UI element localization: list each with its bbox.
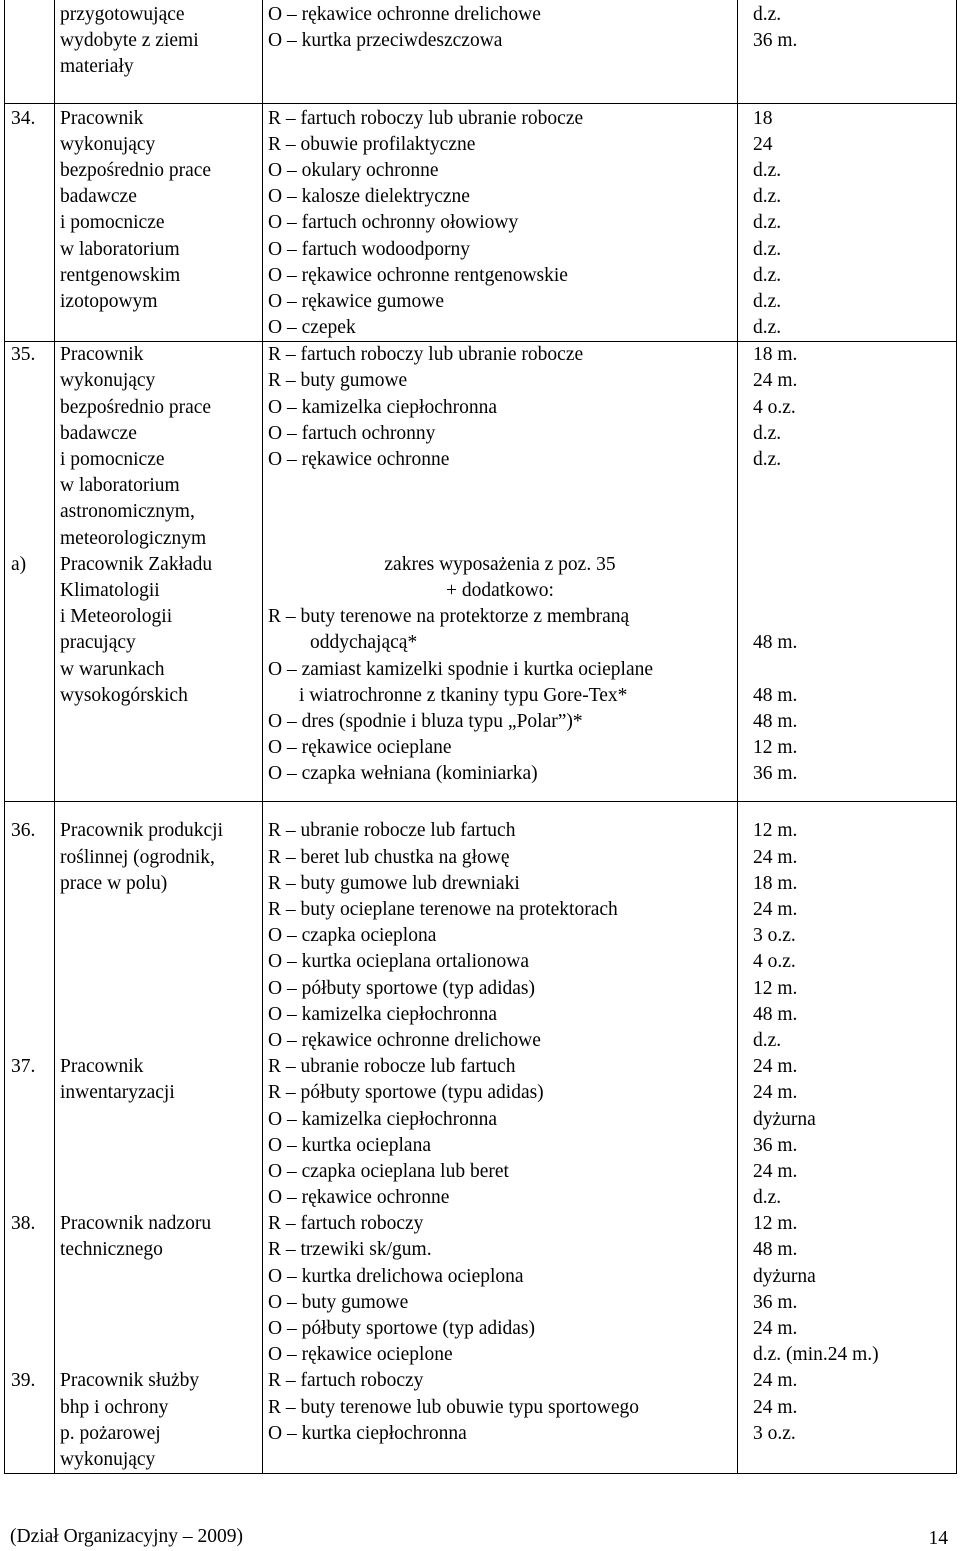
equipment-line: O – czapka wełniana (kominiarka) <box>268 763 538 785</box>
equipment-line: O – rękawice gumowe <box>268 290 444 312</box>
position-line: Pracownik służby <box>60 1370 200 1392</box>
position-line: astronomicznym, <box>60 501 195 523</box>
table-row-36-39 <box>5 802 957 1474</box>
period-line: 24 m. <box>753 1082 798 1104</box>
period-line: 48 m. <box>753 684 798 706</box>
equipment-line: O – rękawice ochronne <box>268 1187 450 1209</box>
equipment-line: R – trzewiki sk/gum. <box>268 1239 432 1261</box>
period-line: d.z. <box>753 159 782 181</box>
period-line: 24 m. <box>753 846 798 868</box>
equipment-line: R – buty terenowe lub obuwie typu sportowego <box>268 1396 639 1418</box>
position-line: bezpośrednio prace <box>60 159 212 181</box>
position-line: przygotowujące <box>60 4 185 25</box>
equipment-line: + dodatkowo: <box>446 579 554 601</box>
equipment-cell <box>263 103 738 342</box>
equipment-line: O – dres (spodnie i bluza typu „Polar”)* <box>268 710 583 732</box>
equipment-line: R – ubranie robocze lub fartuch <box>268 820 516 842</box>
equipment-line: O – okulary ochronne <box>268 159 439 181</box>
equipment-line: O – czepek <box>268 317 356 339</box>
equipment-line: R – beret lub chustka na głowę <box>268 846 510 868</box>
footer-department: (Dział Organizacyjny – 2009) <box>10 1526 244 1547</box>
position-line: Pracownik <box>60 107 144 129</box>
period-line: 18 m. <box>753 872 798 894</box>
row-number: 37. <box>11 1056 36 1078</box>
equipment-line: R – półbuty sportowe (typu adidas) <box>268 1082 544 1104</box>
equipment-table <box>4 0 957 1474</box>
equipment-line: O – rękawice ochronne rentgenowskie <box>268 264 568 286</box>
equipment-line: O – kalosze dielektryczne <box>268 186 470 208</box>
period-line <box>738 552 956 578</box>
position-line: materiały <box>60 56 134 78</box>
period-line: 3 o.z. <box>753 1422 796 1444</box>
period-line: 12 m. <box>753 977 798 999</box>
row-number-cell <box>5 802 55 1474</box>
period-line: 36 m. <box>753 30 798 52</box>
period-line: 24 m. <box>753 1318 798 1339</box>
table-row-34 <box>5 103 957 342</box>
position-line: bhp i ochrony <box>60 1396 169 1418</box>
position-line: rentgenowskim <box>60 264 181 286</box>
period-line: d.z. <box>753 290 782 312</box>
equipment-cell <box>263 802 738 1474</box>
position-line: izotopowym <box>60 290 158 312</box>
position-line: inwentaryzacji <box>60 1082 175 1104</box>
period-line: 36 m. <box>753 1291 798 1313</box>
position-cell <box>55 802 263 1474</box>
period-cell <box>738 342 957 802</box>
equipment-line: O – rękawice ochronne <box>268 449 450 470</box>
period-line: 3 o.z. <box>753 925 796 947</box>
page-number: 14 <box>928 1528 948 1549</box>
period-line: d.z. <box>753 212 782 234</box>
position-line: technicznego <box>60 1239 163 1261</box>
position-line: Klimatologii <box>60 579 160 601</box>
period-line: 12 m. <box>753 1213 798 1235</box>
row-number: 36. <box>11 820 36 842</box>
position-line: wykonujący <box>60 1448 156 1470</box>
period-line: 48 m. <box>753 1239 798 1261</box>
equipment-line: O – fartuch wodoodporny <box>268 238 470 260</box>
equipment-line: R – buty gumowe <box>268 370 408 392</box>
equipment-line: O – kamizelka ciepłochronna <box>268 1108 498 1130</box>
equipment-line: O – rękawice ocieplone <box>268 1344 453 1366</box>
row-number: a) <box>11 553 27 575</box>
period-line: 24 m. <box>753 1370 798 1392</box>
equipment-line: O – półbuty sportowe (typ adidas) <box>268 977 536 999</box>
period-line: 48 m. <box>753 632 798 654</box>
equipment-line: O – kurtka ciepłochronna <box>268 1422 467 1444</box>
position-line: Pracownik Zakładu <box>60 553 213 575</box>
row-number: 38. <box>11 1213 36 1235</box>
equipment-line: R – fartuch roboczy lub ubranie robocze <box>268 107 584 129</box>
position-line: i Meteorologii <box>60 606 173 628</box>
row-number: 35. <box>11 344 36 366</box>
period-line: 24 <box>753 133 773 155</box>
position-cell <box>55 342 263 802</box>
table-row-continuation <box>5 0 957 103</box>
row-number-cell <box>5 0 55 103</box>
period-cell <box>738 0 957 103</box>
equipment-line: O – fartuch ochronny <box>268 422 436 444</box>
equipment-line: O – kurtka drelichowa ocieplona <box>268 1265 524 1287</box>
position-line: roślinnej (ogrodnik, <box>60 846 215 868</box>
position-cell <box>55 0 263 103</box>
row-number: 34. <box>11 107 36 129</box>
equipment-line: zakres wyposażenia z poz. 35 <box>384 553 616 575</box>
row-number-cell <box>5 103 55 342</box>
period-line: d.z. <box>753 186 782 208</box>
equipment-cell <box>263 342 738 802</box>
equipment-line: O – buty gumowe <box>268 1291 409 1313</box>
equipment-line: R – fartuch roboczy <box>268 1213 424 1235</box>
period-line: dyżurna <box>753 1108 816 1130</box>
period-line: 12 m. <box>753 820 798 842</box>
position-cell <box>55 103 263 342</box>
position-line: wysokogórskich <box>60 684 188 706</box>
equipment-line: R – ubranie robocze lub fartuch <box>268 1056 516 1078</box>
period-line: d.z. <box>753 449 782 470</box>
period-cell <box>738 802 957 1474</box>
period-line: d.z. <box>753 238 782 260</box>
period-line: 24 m. <box>753 1160 798 1182</box>
row-number: 39. <box>11 1370 36 1392</box>
period-line: d.z. <box>753 264 782 286</box>
period-line: d.z. <box>753 1029 782 1051</box>
period-line: 24 m. <box>753 1396 798 1418</box>
equipment-line: O – kurtka przeciwdeszczowa <box>268 30 503 52</box>
period-line: d.z. (min.24 m.) <box>753 1344 879 1366</box>
period-line: 48 m. <box>753 710 798 732</box>
period-line: d.z. <box>753 422 782 444</box>
period-line: 36 m. <box>753 763 798 785</box>
period-line: 18 <box>753 107 773 129</box>
period-line: 4 o.z. <box>753 396 796 418</box>
equipment-line: O – czapka ocieplona <box>268 925 437 947</box>
period-line: 12 m. <box>753 737 798 759</box>
position-line: i pomocnicze <box>60 212 165 234</box>
period-line: 18 m. <box>753 344 798 366</box>
equipment-line: i wiatrochronne z tkaniny typu Gore-Tex* <box>299 684 628 706</box>
equipment-line: O – czapka ocieplana lub beret <box>268 1160 509 1182</box>
position-line: wydobyte z ziemi <box>60 30 199 52</box>
equipment-line: oddychającą* <box>310 632 418 654</box>
equipment-line: R – fartuch roboczy <box>268 1370 424 1392</box>
period-line: 24 m. <box>753 370 798 392</box>
equipment-line: O – zamiast kamizelki spodnie i kurtka ocieplane <box>268 658 654 680</box>
equipment-line: O – kamizelka ciepłochronna <box>268 396 498 418</box>
row-number-cell <box>5 342 55 802</box>
equipment-line: R – buty terenowe na protektorze z membraną <box>268 606 630 628</box>
equipment-cell <box>263 0 738 103</box>
equipment-line: O – rękawice ochronne drelichowe <box>268 4 541 25</box>
period-line: dyżurna <box>753 1265 816 1287</box>
equipment-line: O – kamizelka ciepłochronna <box>268 1003 498 1025</box>
period-line: d.z. <box>753 1187 782 1209</box>
position-line: w laboratorium <box>60 238 180 260</box>
equipment-line: O – kurtka ocieplana ortalionowa <box>268 951 529 973</box>
position-line: w laboratorium <box>60 475 180 497</box>
equipment-line: R – buty gumowe lub drewniaki <box>268 872 520 894</box>
position-line: meteorologicznym <box>60 527 207 549</box>
position-line: wykonujący <box>60 370 156 392</box>
position-line: bezpośrednio prace <box>60 396 212 418</box>
equipment-line: R – obuwie profilaktyczne <box>268 133 476 155</box>
period-line <box>738 604 956 630</box>
equipment-line: O – fartuch ochronny ołowiowy <box>268 212 519 234</box>
period-line: d.z. <box>753 317 782 339</box>
position-line: wykonujący <box>60 133 156 155</box>
equipment-line: O – rękawice ochronne drelichowe <box>268 1029 541 1051</box>
position-line: i pomocnicze <box>60 449 165 470</box>
position-line: prace w polu) <box>60 872 168 894</box>
position-line: badawcze <box>60 186 137 208</box>
position-line: p. pożarowej <box>60 1422 161 1444</box>
position-line: w warunkach <box>60 658 165 680</box>
period-line <box>738 578 956 604</box>
row-number <box>5 2 54 28</box>
period-line: 36 m. <box>753 1134 798 1156</box>
period-cell <box>738 103 957 342</box>
position-line: Pracownik produkcji <box>60 820 224 842</box>
position-line: Pracownik <box>60 1056 144 1078</box>
table-row-35 <box>5 342 957 802</box>
period-line: d.z. <box>753 4 782 25</box>
period-line <box>738 657 956 683</box>
equipment-line: O – rękawice ocieplane <box>268 737 452 759</box>
position-line: Pracownik nadzoru <box>60 1213 212 1235</box>
period-line: 48 m. <box>753 1003 798 1025</box>
equipment-line: R – buty ocieplane terenowe na protektorach <box>268 899 618 920</box>
period-line: 24 m. <box>753 1056 798 1078</box>
equipment-line: O – kurtka ocieplana <box>268 1134 431 1156</box>
period-line: 4 o.z. <box>753 951 796 973</box>
period-line: 24 m. <box>753 899 798 920</box>
position-line: Pracownik <box>60 344 144 366</box>
equipment-line: O – półbuty sportowe (typ adidas) <box>268 1318 536 1339</box>
position-line: badawcze <box>60 422 137 444</box>
position-line: pracujący <box>60 632 136 654</box>
equipment-line: R – fartuch roboczy lub ubranie robocze <box>268 344 584 366</box>
